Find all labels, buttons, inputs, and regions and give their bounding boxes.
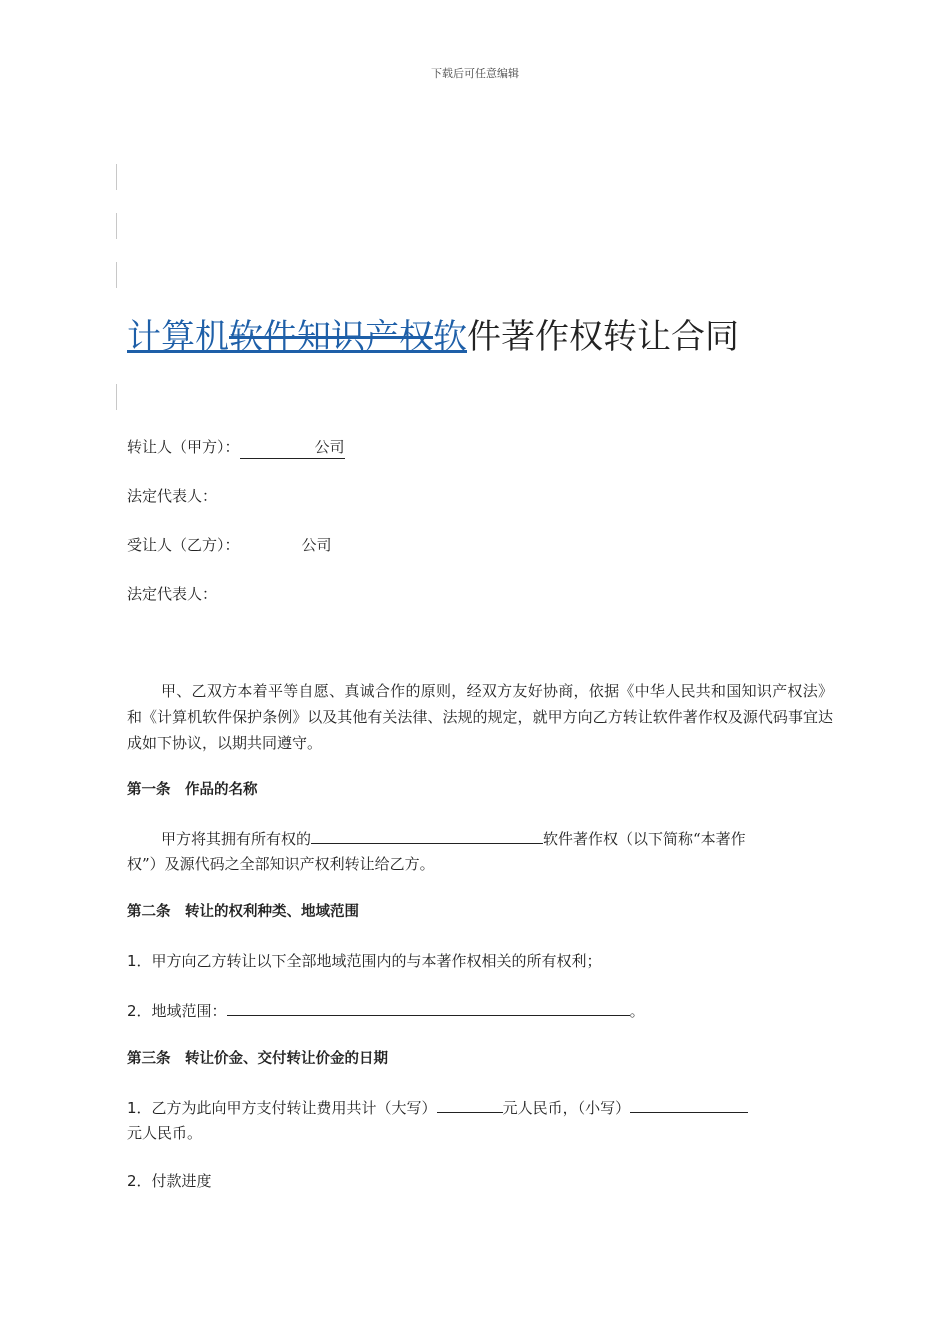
item-number: 1．	[127, 1098, 152, 1117]
software-name-blank[interactable]	[311, 827, 543, 844]
transferor-line	[127, 436, 345, 459]
transferee-line	[127, 534, 332, 556]
legal-rep-2: 法定代表人：	[127, 585, 218, 603]
article3-item1-line2: 元人民币。	[127, 1124, 203, 1142]
preamble-paragraph: 甲、乙双方本着平等自愿、真诚合作的原则，经双方友好协商，依据《中华人民共和国知识产权法》和《计算机软件保护条例》以及其他有关法律、法规的规定，就甲方向乙方转让软件著作权及源代码事宜达成如下协议，以期共同遵守。	[127, 682, 833, 752]
title-tracked-deletion[interactable]: 软件知识产权	[229, 317, 433, 357]
article3-heading: 第三条 转让价金、交付转让价金的日期	[127, 1051, 388, 1067]
territory-blank[interactable]	[227, 999, 630, 1016]
transferee-company: 公司	[301, 536, 332, 554]
item-number: 2．	[127, 1001, 152, 1020]
transferee-label: 受让人（乙方）：	[127, 536, 240, 554]
article1-text-before: 甲方将其拥有所有权的	[161, 829, 312, 848]
title-tracked-insert-2[interactable]: 软	[433, 317, 467, 357]
amount-lowercase-blank[interactable]	[630, 1096, 748, 1113]
item-number: 2．	[127, 1172, 152, 1190]
item-end: 。	[629, 1001, 645, 1020]
item-text-b: 元人民币，（小写）	[502, 1098, 631, 1117]
transferor-company: 公司	[240, 436, 345, 459]
article3-item1	[127, 1096, 748, 1119]
article2-heading: 第二条 转让的权利种类、地域范围	[127, 904, 359, 920]
revision-bar	[116, 213, 117, 239]
item-text: 地域范围：	[151, 1001, 227, 1020]
item-number: 1．	[127, 952, 152, 970]
item-text: 付款进度	[151, 1172, 212, 1190]
article1-line1	[161, 827, 746, 850]
transferor-label: 转让人（甲方）：	[127, 438, 240, 456]
revision-bar	[116, 262, 117, 288]
article1-line2: 权”）及源代码之全部知识产权利转让给乙方。	[127, 855, 435, 873]
title-text: 件著作权转让合同	[467, 317, 739, 357]
article2-item1	[127, 950, 602, 972]
title-tracked-insert[interactable]: 计算机	[127, 317, 229, 357]
revision-bar	[116, 164, 117, 190]
article1-heading: 第一条 作品的名称	[127, 782, 258, 798]
item-text-a: 乙方为此向甲方支付转让费用共计（大写）	[151, 1098, 437, 1117]
document-title	[127, 314, 739, 360]
article3-item2	[127, 1170, 212, 1192]
item-text: 甲方向乙方转让以下全部地域范围内的与本著作权相关的所有权利；	[151, 952, 602, 970]
amount-uppercase-blank[interactable]	[437, 1096, 503, 1113]
page-header: 下载后可任意编辑	[431, 67, 519, 80]
article1-text-after: 软件著作权（以下简称“本著作	[543, 829, 746, 848]
article2-item2	[127, 999, 645, 1022]
revision-bar	[116, 384, 117, 410]
legal-rep-1: 法定代表人：	[127, 487, 218, 505]
